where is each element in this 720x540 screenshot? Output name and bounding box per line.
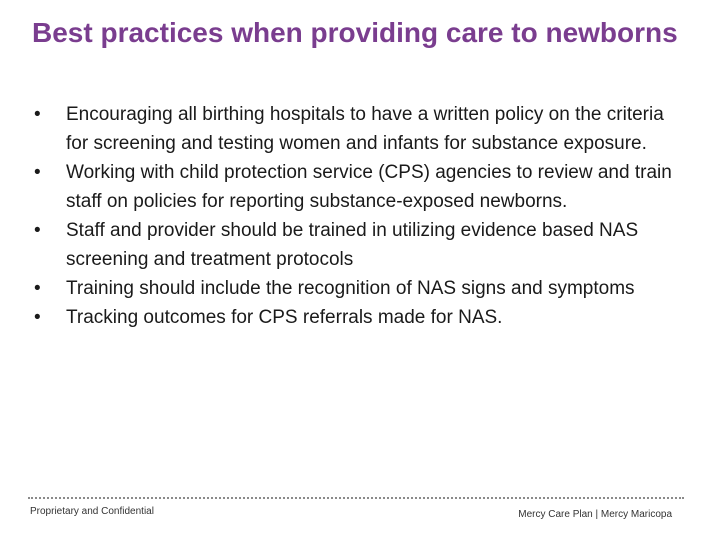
- bullet-text: Tracking outcomes for CPS referrals made for NAS.: [66, 307, 503, 328]
- bullet-list: [30, 100, 690, 332]
- bullet-item: [30, 100, 690, 158]
- bullet-dot-icon: •: [34, 220, 41, 241]
- bullet-item: [30, 303, 690, 332]
- bullet-item: [30, 216, 690, 274]
- footer-organization-label: Mercy Care Plan | Mercy Maricopa: [518, 509, 672, 520]
- footer-divider: [28, 497, 684, 499]
- bullet-item: [30, 158, 690, 216]
- bullet-item: [30, 274, 690, 303]
- bullet-text: Working with child protection service (CPS) agencies to review and train staff on policies for reporting substance-exposed newborns.: [66, 162, 672, 212]
- slide-title: Best practices when providing care to newborns: [32, 17, 678, 48]
- bullet-dot-icon: •: [34, 278, 41, 299]
- bullet-dot-icon: •: [34, 162, 41, 183]
- bullet-dot-icon: •: [34, 104, 41, 125]
- bullet-text: Encouraging all birthing hospitals to have a written policy on the criteria for screening and testing women and infants for substance exposure.: [66, 104, 664, 154]
- bullet-dot-icon: •: [34, 307, 41, 328]
- bullet-text: Training should include the recognition of NAS signs and symptoms: [66, 278, 635, 299]
- footer-confidential-label: Proprietary and Confidential: [30, 506, 154, 517]
- bullet-text: Staff and provider should be trained in utilizing evidence based NAS screening and treatment protocols: [66, 220, 639, 270]
